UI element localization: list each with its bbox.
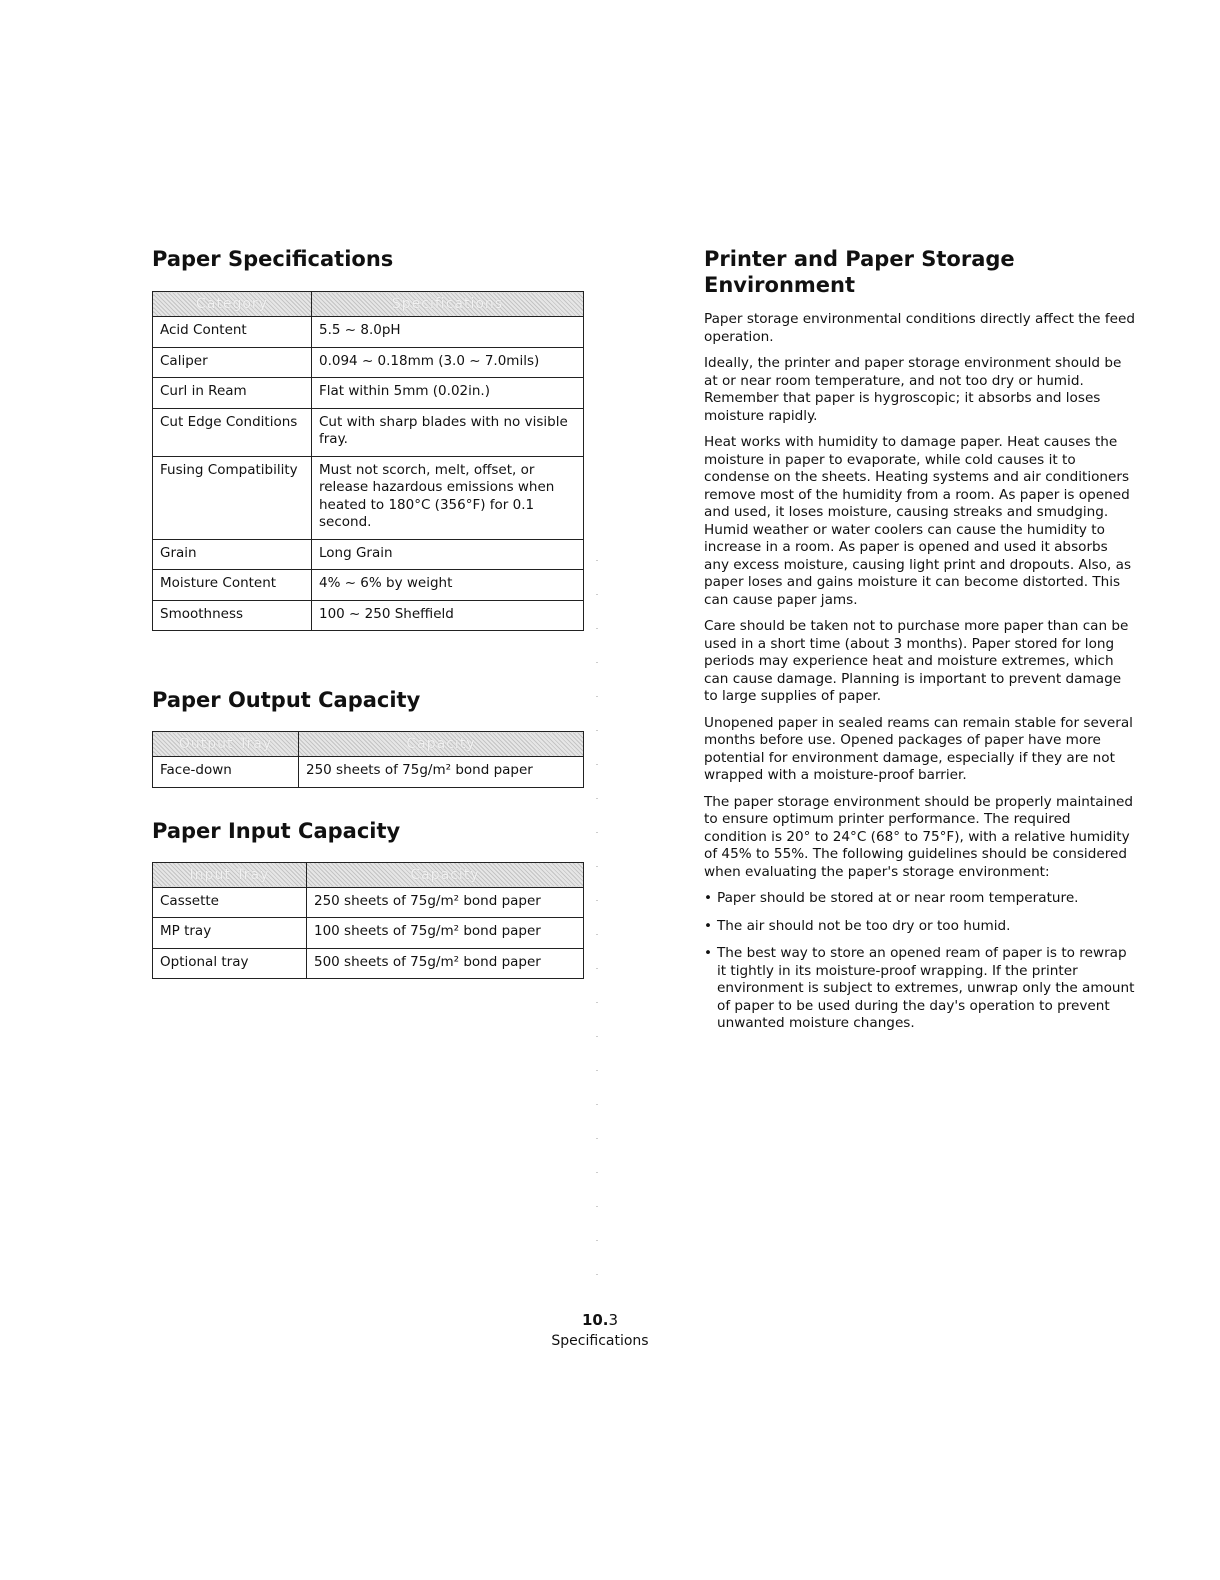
table-row bbox=[153, 600, 584, 631]
table-cell-category: Acid Content bbox=[153, 317, 312, 348]
table-cell-category: Fusing Compatibility bbox=[153, 456, 312, 539]
table-cell-tray: Optional tray bbox=[153, 948, 307, 979]
guidelines-list bbox=[704, 890, 1136, 1033]
paragraph: Care should be taken not to purchase more paper than can be used in a short time (about 3 months). Paper stored for long periods may experience heat and moisture extremes, which can cause damage. Planning is important to prevent damage to large supplies of paper. bbox=[704, 618, 1129, 704]
table-header-category: Category bbox=[153, 292, 312, 317]
left-column bbox=[152, 246, 584, 979]
table-cell-spec: Long Grain bbox=[312, 539, 584, 570]
list-item: • The air should not be too dry or too humid. bbox=[704, 918, 1136, 936]
table-cell-category: Moisture Content bbox=[153, 570, 312, 601]
table-cell-capacity: 250 sheets of 75g/m² bond paper bbox=[307, 887, 584, 918]
paragraph: Unopened paper in sealed reams can remain stable for several months before use. Opened packages of paper have more potential for environment damage, especially if they are not wrapped with a moisture-proof barrier. bbox=[704, 714, 1133, 783]
table-header-row bbox=[153, 862, 584, 887]
list-item: • Paper should be stored at or near room temperature. bbox=[704, 890, 1136, 908]
table-cell-category: Grain bbox=[153, 539, 312, 570]
table-row bbox=[153, 317, 584, 348]
table-row bbox=[153, 539, 584, 570]
chapter-label: Specifications bbox=[551, 1333, 649, 1349]
paragraph: Paper storage environmental conditions directly affect the feed operation. bbox=[704, 311, 1135, 345]
scan-artifact-dots bbox=[596, 560, 598, 1280]
paragraph: Ideally, the printer and paper storage environment should be at or near room temperature, and not too dry or humid. Remember that paper is hygroscopic; it absorbs and loses moisture rapidly. bbox=[704, 355, 1122, 424]
storage-environment-heading: Printer and Paper Storage Environment bbox=[704, 247, 1015, 297]
paragraph: The paper storage environment should be properly maintained to ensure optimum printer performance. The required condition is 20° to 24°C (68° to 75°F), with a relative humidity of 45% to 55%. The following guidelines should be considered when evaluating the paper's storage environment: bbox=[704, 793, 1133, 880]
paper-output-capacity-table bbox=[152, 731, 584, 788]
paper-input-capacity-table bbox=[152, 862, 584, 980]
page-footer bbox=[0, 1310, 1200, 1352]
table-row bbox=[153, 378, 584, 409]
table-row bbox=[153, 570, 584, 601]
table-cell-capacity: 250 sheets of 75g/m² bond paper bbox=[299, 757, 584, 788]
table-row bbox=[153, 347, 584, 378]
page-number bbox=[0, 1310, 1200, 1330]
storage-environment-body bbox=[704, 311, 1136, 1033]
paper-input-capacity-heading: Paper Input Capacity bbox=[152, 818, 401, 843]
paper-specifications-table bbox=[152, 291, 584, 631]
table-row bbox=[153, 948, 584, 979]
table-cell-category: Curl in Ream bbox=[153, 378, 312, 409]
table-header-capacity: Capacity bbox=[299, 732, 584, 757]
table-header-row bbox=[153, 732, 584, 757]
list-item: • The best way to store an opened ream of paper is to rewrap it tightly in its moisture-proof wrapping. If the printer environment is subject to extremes, unwrap only the amount of paper to be used during the day's operation to prevent unwanted moisture changes. bbox=[704, 945, 1136, 1033]
table-cell-capacity: 500 sheets of 75g/m² bond paper bbox=[307, 948, 584, 979]
table-cell-spec: Must not scorch, melt, offset, or release hazardous emissions when heated to 180°C (356°F) for 0.1 second. bbox=[312, 456, 584, 539]
table-header-specifications: Specifications bbox=[312, 292, 584, 317]
page-number-major: 10. bbox=[581, 1311, 609, 1329]
table-row bbox=[153, 918, 584, 949]
table-cell-category: Caliper bbox=[153, 347, 312, 378]
table-cell-spec: Cut with sharp blades with no visible fray. bbox=[312, 408, 584, 456]
table-cell-tray: MP tray bbox=[153, 918, 307, 949]
paragraph: Heat works with humidity to damage paper. Heat causes the moisture in paper to evaporate, while cold causes it to condense on the sheets. Heating systems and air conditioners remove most of the humidity from a room. As paper is opened and used, it loses moisture, causing streaks and smudging. Humid weather or water coolers can cause the humidity to increase in a room. As paper is opened and used it absorbs any excess moisture, causing light print and dropouts. Also, as paper loses and gains moisture it can become distorted. This can cause paper jams. bbox=[704, 434, 1132, 608]
table-cell-tray: Cassette bbox=[153, 887, 307, 918]
table-row bbox=[153, 887, 584, 918]
table-row bbox=[153, 757, 584, 788]
table-header-output-tray: Output Tray bbox=[153, 732, 299, 757]
table-row bbox=[153, 456, 584, 539]
table-cell-spec: 4% ~ 6% by weight bbox=[312, 570, 584, 601]
table-header-input-tray: Input Tray bbox=[153, 862, 307, 887]
table-cell-spec: 0.094 ~ 0.18mm (3.0 ~ 7.0mils) bbox=[312, 347, 584, 378]
right-column bbox=[704, 246, 1136, 1043]
table-cell-tray: Face-down bbox=[153, 757, 299, 788]
table-row bbox=[153, 408, 584, 456]
paper-output-capacity-heading: Paper Output Capacity bbox=[152, 688, 421, 712]
page-number-minor: 3 bbox=[608, 1311, 619, 1329]
table-cell-spec: 100 ~ 250 Sheffield bbox=[312, 600, 584, 631]
table-cell-category: Smoothness bbox=[153, 600, 312, 631]
table-header-capacity: Capacity bbox=[307, 862, 584, 887]
paper-specifications-heading: Paper Specifications bbox=[152, 247, 394, 271]
table-cell-capacity: 100 sheets of 75g/m² bond paper bbox=[307, 918, 584, 949]
table-cell-category: Cut Edge Conditions bbox=[153, 408, 312, 456]
table-header-row bbox=[153, 292, 584, 317]
table-cell-spec: 5.5 ~ 8.0pH bbox=[312, 317, 584, 348]
table-cell-spec: Flat within 5mm (0.02in.) bbox=[312, 378, 584, 409]
